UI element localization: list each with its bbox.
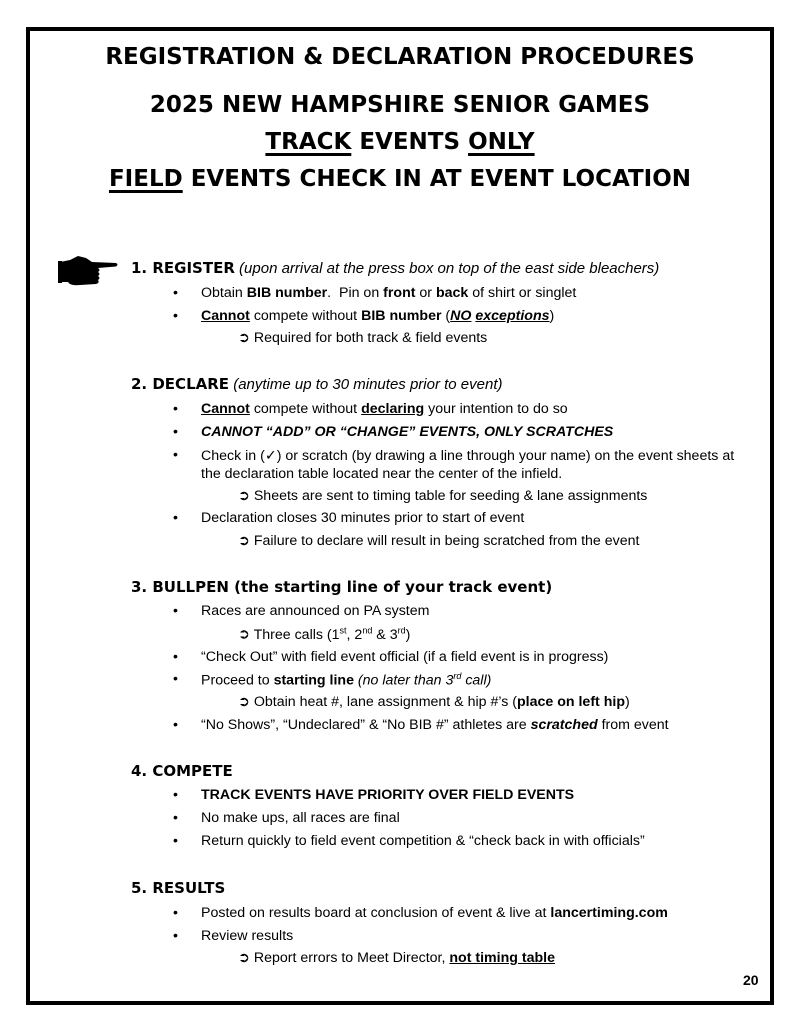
section-compete-heading (131, 762, 233, 781)
list-subitem: ➲ Failure to declare will result in being scratched from the event (238, 533, 640, 549)
bullet-icon: • (173, 787, 178, 803)
bullet-icon: • (173, 671, 178, 687)
title-events: EVENTS (351, 129, 469, 155)
list-subitem: ➲ Sheets are sent to timing table for seeding & lane assignments (238, 488, 648, 504)
section-declare-note: (anytime up to 30 minutes prior to event) (229, 376, 503, 393)
arrow-right-icon: ➲ (238, 488, 250, 504)
bullet-icon: • (173, 603, 178, 619)
bullet-icon: • (173, 510, 178, 526)
title-only: ONLY (468, 129, 535, 155)
section-results-title: 5. RESULTS (131, 879, 226, 897)
bullet-icon: • (173, 810, 178, 826)
page-number: 20 (743, 972, 759, 988)
arrow-right-icon: ➲ (238, 330, 250, 346)
section-bullpen-heading (131, 578, 552, 597)
title-field: FIELD (108, 166, 183, 192)
bullet-icon: • (173, 401, 178, 417)
pointing-hand-icon (58, 252, 120, 292)
bullet-icon: • (173, 447, 178, 463)
section-register-heading (131, 259, 659, 278)
results-link[interactable]: lancertiming.com (550, 905, 668, 921)
arrow-right-icon: ➲ (238, 694, 250, 710)
section-results-heading (131, 879, 225, 898)
list-subitem: ➲ Required for both track & field events (238, 330, 488, 346)
section-register-title: 1. REGISTER (131, 259, 235, 277)
list-subitem: ➲ Obtain heat #, lane assignment & hip #’s (place on left hip) (238, 694, 630, 710)
title-line-1: REGISTRATION & DECLARATION PROCEDURES (105, 44, 695, 70)
section-declare-title: 2. DECLARE (131, 375, 230, 393)
section-declare-heading (131, 375, 503, 394)
section-compete-title: 4. COMPETE (131, 762, 233, 780)
arrow-right-icon: ➲ (238, 950, 250, 966)
title-line-3 (0, 129, 800, 155)
bullet-icon: • (173, 285, 178, 301)
bullet-icon: • (173, 308, 178, 324)
bullet-icon: • (173, 928, 178, 944)
bullet-icon: • (173, 905, 178, 921)
arrow-right-icon: ➲ (238, 626, 250, 643)
section-register-note: (upon arrival at the press box on top of the east side bleachers) (234, 260, 660, 277)
bullet-icon: • (173, 424, 178, 440)
section-bullpen-title: 3. BULLPEN (the starting line of your track event) (131, 578, 553, 596)
list-subitem: ➲ Three calls (1st, 2nd & 3rd) (238, 625, 411, 643)
bullet-icon: • (173, 717, 178, 733)
title-line-2: 2025 NEW HAMPSHIRE SENIOR GAMES (149, 92, 651, 118)
title-track: TRACK (265, 129, 352, 155)
bullet-icon: • (173, 649, 178, 665)
list-subitem: ➲ Report errors to Meet Director, not timing table (238, 950, 556, 966)
title-line-4 (0, 166, 800, 192)
bullet-icon: • (173, 833, 178, 849)
title-check-in: EVENTS CHECK IN AT EVENT LOCATION (182, 166, 692, 192)
arrow-right-icon: ➲ (238, 533, 250, 549)
